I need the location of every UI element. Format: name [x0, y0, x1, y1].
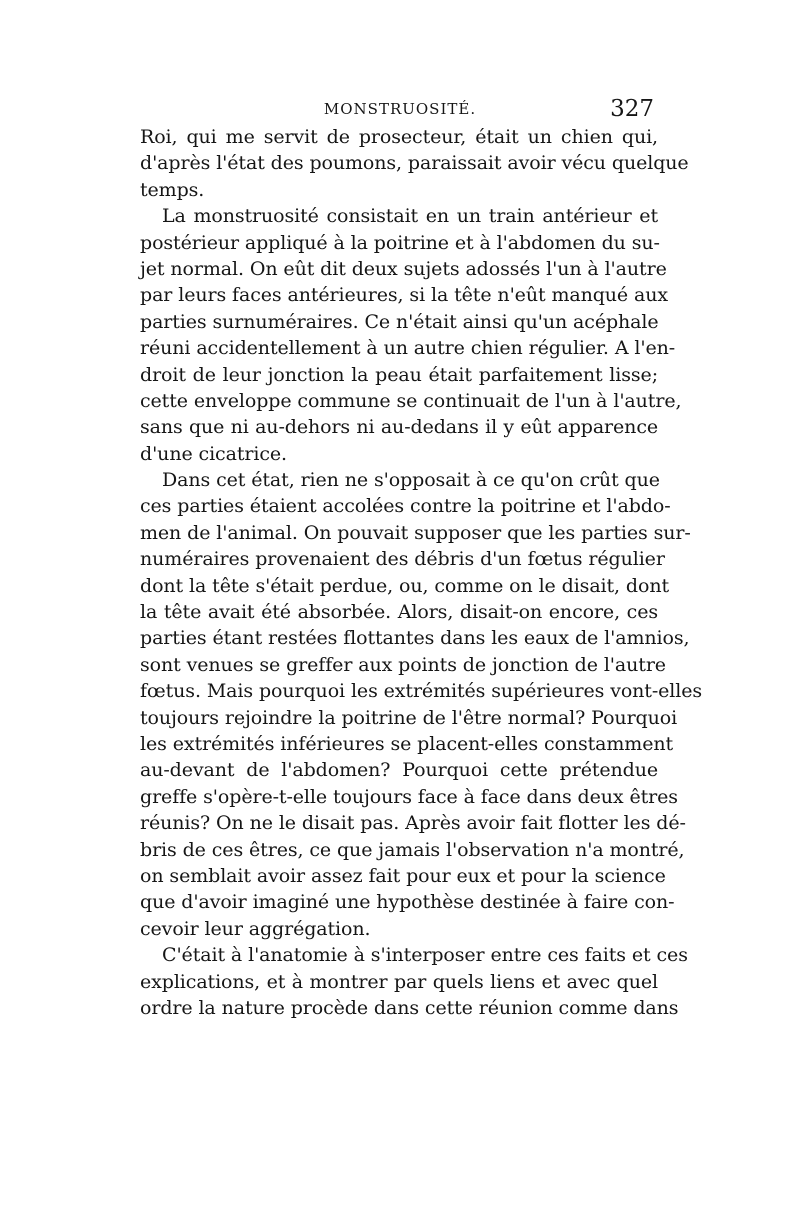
text-line: temps. — [140, 178, 205, 201]
text-line: Roi, qui me servit de prosecteur, était un chien qui, — [140, 126, 658, 148]
text-line: cette enveloppe commune se continuait de l'un à l'autre, — [140, 389, 682, 412]
text-line: réunis? On ne le disait pas. Après avoir fait flotter les dé- — [140, 812, 686, 835]
page-number: 327 — [610, 96, 654, 122]
text-line: greffe s'opère-t-elle toujours face à face dans deux êtres — [140, 785, 678, 808]
text-line: sont venues se greffer aux points de jonction de l'autre — [140, 653, 666, 676]
text-line: sans que ni au-dehors ni au-dedans il y eût apparence — [140, 416, 658, 439]
paragraph — [140, 942, 688, 1021]
text-line: les extrémités inférieures se placent-elles constamment — [140, 732, 674, 755]
body-text — [140, 124, 703, 1021]
text-line: Dans cet état, rien ne s'opposait à ce qu'on crût que — [162, 469, 660, 492]
paragraph — [140, 124, 689, 203]
text-line: jet normal. On eût dit deux sujets adossés l'un à l'autre — [140, 257, 667, 280]
text-line: la tête avait été absorbée. Alors, disait-on encore, ces — [140, 601, 658, 624]
text-line: parties étant restées flottantes dans les eaux de l'amnios, — [140, 627, 690, 650]
text-line: explications, et à montrer par quels liens et avec quel — [140, 970, 658, 993]
paragraph — [140, 203, 682, 467]
text-line: ordre la nature procède dans cette réunion comme dans — [140, 996, 679, 1019]
text-line: numéraires provenaient des débris d'un fœtus régulier — [140, 548, 665, 571]
text-line: men de l'animal. On pouvait supposer que les parties sur- — [140, 521, 691, 544]
text-line: que d'avoir imaginé une hypothèse destinée à faire con- — [140, 891, 675, 914]
text-line: d'une cicatrice. — [140, 442, 287, 465]
paragraph — [140, 467, 703, 942]
text-line: C'était à l'anatomie à s'interposer entre ces faits et ces — [162, 944, 688, 967]
text-line: cevoir leur aggrégation. — [140, 917, 371, 940]
text-line: on semblait avoir assez fait pour eux et pour la science — [140, 864, 666, 887]
text-line: d'après l'état des poumons, paraissait avoir vécu quelque — [140, 152, 689, 175]
text-line: au-devant de l'abdomen? Pourquoi cette prétendue — [140, 759, 658, 782]
text-line: réuni accidentellement à un autre chien régulier. A l'en- — [140, 337, 676, 360]
running-head — [140, 98, 660, 122]
running-title: MONSTRUOSITÉ. — [323, 100, 477, 118]
text-line: fœtus. Mais pourquoi les extrémités supérieures vont-elles — [140, 680, 703, 703]
text-line: par leurs faces antérieures, si la tête n'eût manqué aux — [140, 284, 668, 307]
text-line: toujours rejoindre la poitrine de l'être normal? Pourquoi — [140, 706, 678, 729]
text-line: postérieur appliqué à la poitrine et à l'abdomen du su- — [140, 231, 660, 254]
text-line: parties surnuméraires. Ce n'était ainsi qu'un acéphale — [140, 310, 659, 333]
text-line: bris de ces êtres, ce que jamais l'observation n'a montré, — [140, 838, 685, 861]
text-line: ces parties étaient accolées contre la poitrine et l'abdo- — [140, 495, 671, 518]
text-line: La monstruosité consistait en un train antérieur et — [162, 205, 658, 228]
text-line: droit de leur jonction la peau était parfaitement lisse; — [140, 363, 658, 386]
text-line: dont la tête s'était perdue, ou, comme on le disait, dont — [140, 574, 670, 597]
